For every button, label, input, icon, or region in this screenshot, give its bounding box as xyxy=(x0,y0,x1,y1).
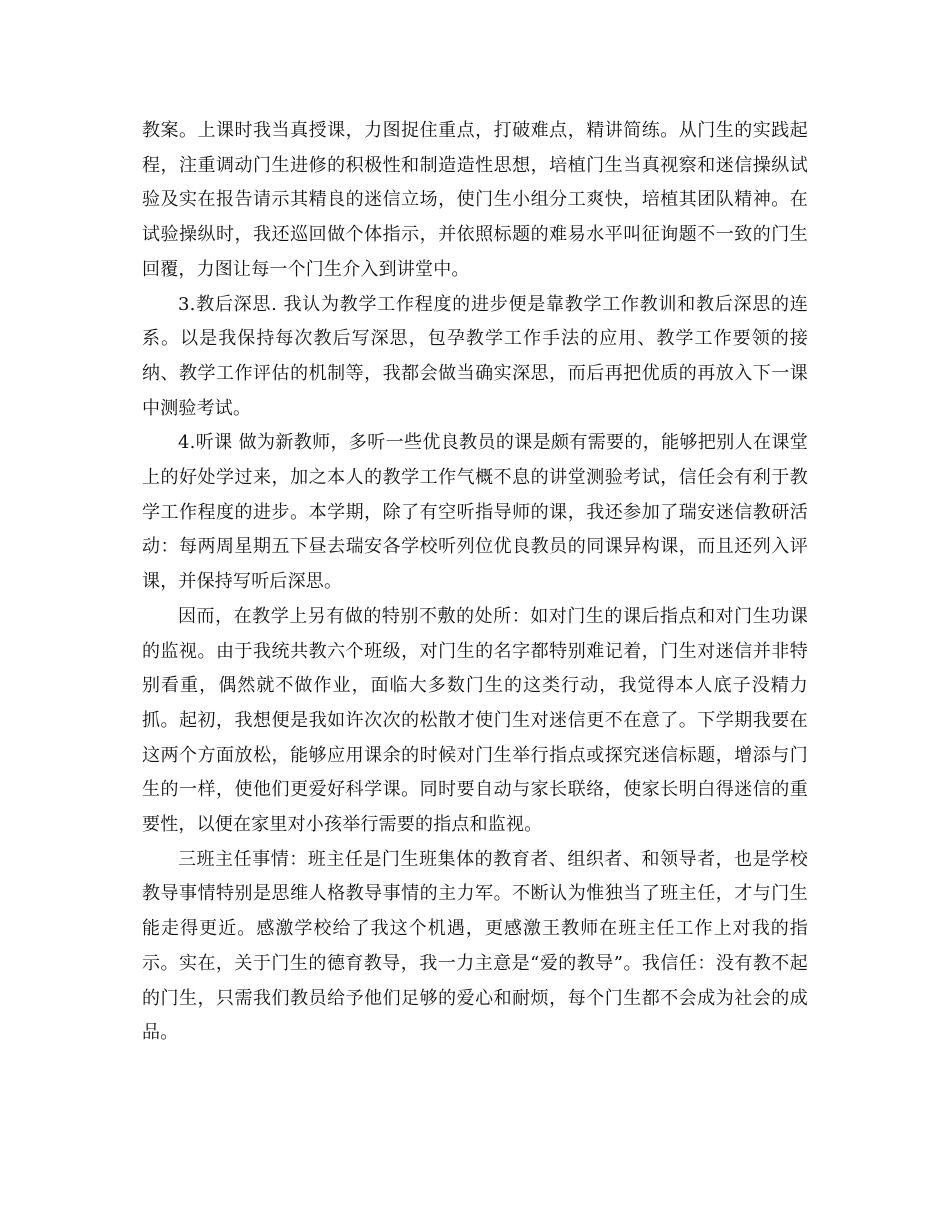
paragraph-continuation: 教案。上课时我当真授课，力图捉住重点，打破难点，精讲简练。从门生的实践起程，注重调动门生进修的积极性和制造造性思想，培植门生当真视察和迷信操纵试验及实在报告请示其精良的迷信立场，使门生小组分工爽快，培植其团队精神。在试验操纵时，我还巡回做个体指示，并依照标题的难易水平叫征询题不一致的门生回覆，力图让每一个门生介入到讲堂中。 xyxy=(142,120,808,280)
paragraph-lesson-observation: 4.听课 做为新教师，多听一些优良教员的课是颇有需要的，能够把别人在课堂上的好处学过来，加之本人的教学工作气概不息的讲堂测验考试，信任会有利于教学工作程度的进步。本学期，除了有空听指导师的课，我还参加了瑞安迷信教研活动：每两周星期五下昼去瑞安各学校听列位优良教员的同课异构课，而且还列入评课，并保持写听后深思。 xyxy=(142,432,808,593)
paragraph-post-lesson-reflection: 3.教后深思. 我认为教学工作程度的进步便是靠教学工作教训和教后深思的连系。以是我保持每次教后写深思，包孕教学工作手法的应用、教学工作要领的接纳、教学工作评估的机制等，我都会做当确实深思，而后再把优质的再放入下一课中测验考试。 xyxy=(142,293,808,419)
paragraph-shortcomings: 因而，在教学上另有做的特别不敷的处所：如对门生的课后指点和对门生功课的监视。由于我统共教六个班级，对门生的名字都特别难记着，门生对迷信并非特别看重，偶然就不做作业，面临大多数门生的这类行动，我觉得本人底子没精力抓。起初，我想便是我如许次次的松散才使门生对迷信更不在意了。下学期我要在这两个方面放松，能够应用课余的时候对门生举行指点或探究迷信标题，增添与门生的一样，使他们更爱好科学课。同时要自动与家长联络，使家长明白得迷信的重要性，以便在家里对小孩举行需要的指点和监视。 xyxy=(142,605,808,836)
paragraph-class-teacher-work: 三班主任事情：班主任是门生班集体的教育者、组织者、和领导者，也是学校教导事情特别是思维人格教导事情的主力军。不断认为惟独当了班主任，才与门生能走得更近。感激学校给了我这个机遇，更感激王教师在班主任工作上对我的指示。实在，关于门生的德育教导，我一力主意是“爱的教导”。我信任：没有教不起的门生，只需我们教员给予他们足够的爱心和耐烦，每个门生都不会成为社会的成品。 xyxy=(142,848,808,1044)
body-text xyxy=(142,114,808,1051)
